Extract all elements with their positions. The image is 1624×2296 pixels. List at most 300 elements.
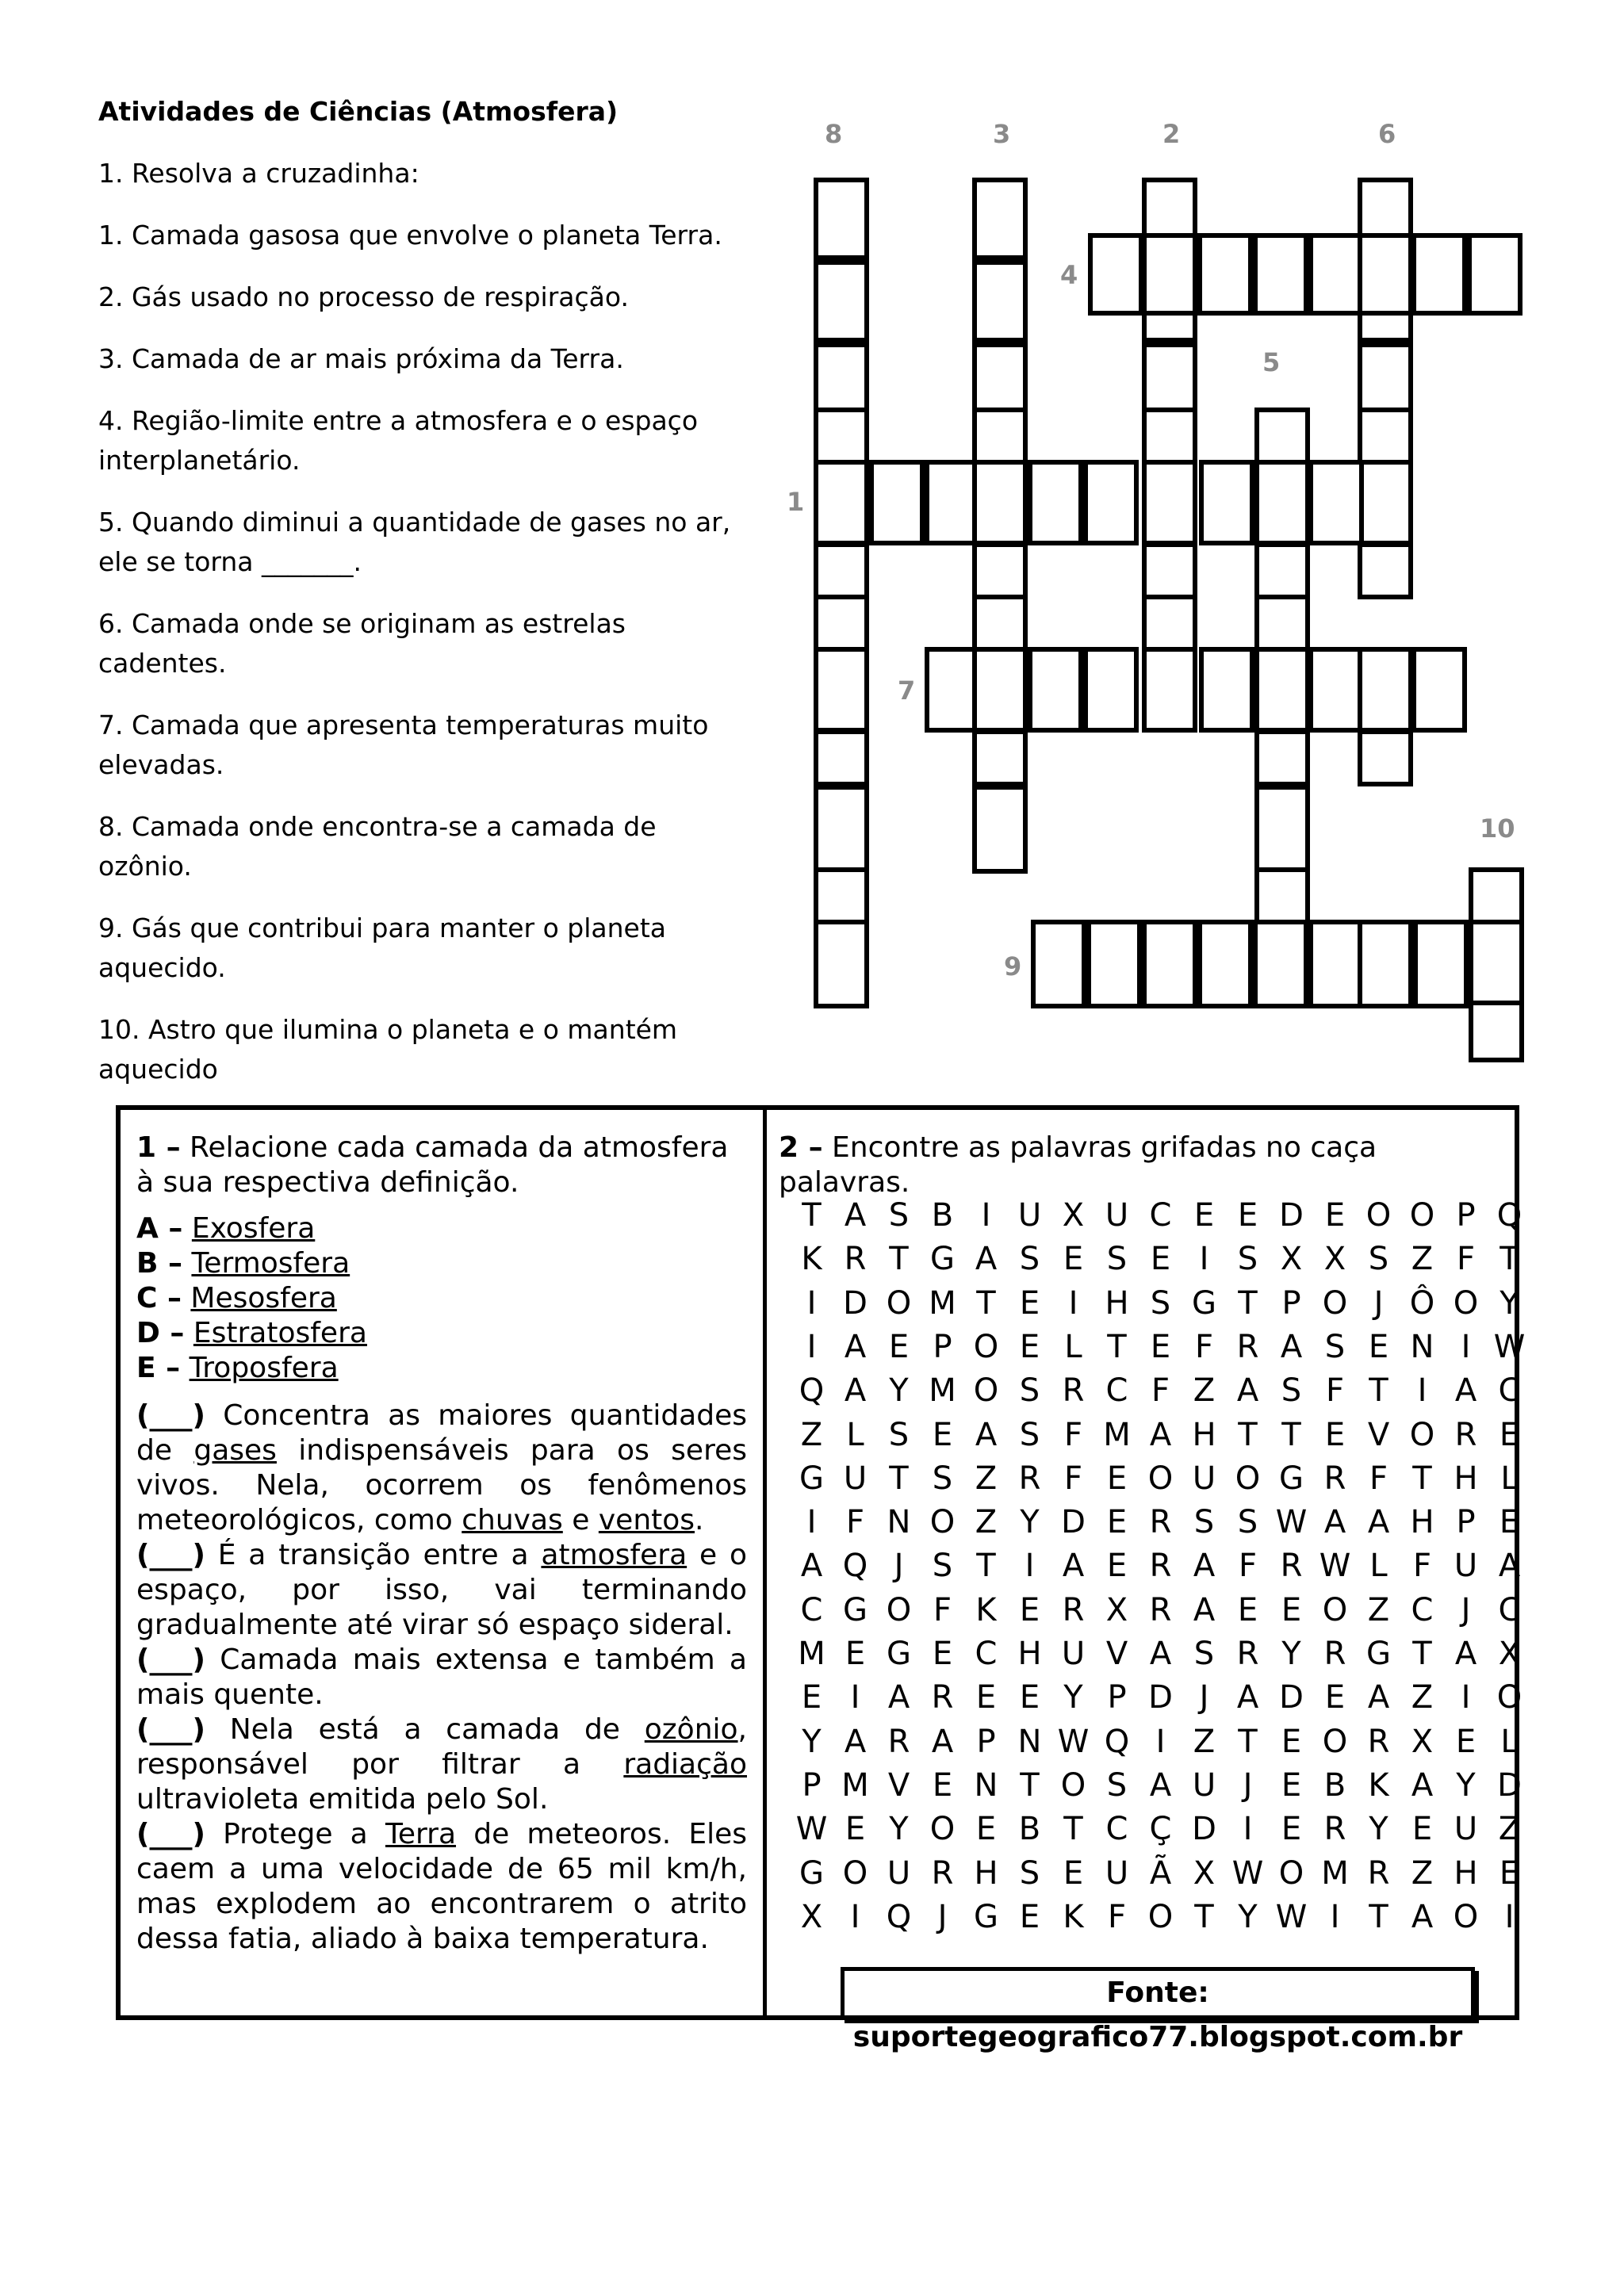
word-search-letter[interactable]: S [1019, 1416, 1040, 1453]
crossword-cell[interactable] [1142, 920, 1197, 1008]
word-search-letter[interactable]: A [1411, 1898, 1434, 1935]
word-search-letter[interactable]: E [1019, 1284, 1040, 1322]
word-search-letter[interactable]: G [887, 1636, 911, 1672]
crossword-cell[interactable] [814, 595, 869, 652]
word-search-letter[interactable]: E [1150, 1241, 1171, 1278]
crossword-cell[interactable] [1358, 233, 1413, 316]
word-search-letter[interactable]: S [888, 1197, 910, 1234]
word-search-letter[interactable]: I [1068, 1284, 1078, 1322]
crossword-cell[interactable] [814, 542, 869, 599]
crossword-cell[interactable] [1028, 460, 1083, 545]
word-search-letter[interactable]: A [1367, 1504, 1390, 1541]
word-search-letter[interactable]: S [1193, 1504, 1215, 1541]
crossword-cell[interactable] [869, 460, 925, 545]
word-search-letter[interactable]: M [1103, 1416, 1131, 1453]
crossword-cell[interactable] [1199, 460, 1254, 545]
crossword-cell[interactable] [1308, 233, 1364, 316]
crossword-cell[interactable] [1254, 647, 1310, 733]
word-search-letter[interactable]: R [1062, 1591, 1085, 1628]
word-search-letter[interactable]: A [975, 1416, 998, 1453]
word-search-letter[interactable]: Q [799, 1372, 825, 1410]
word-search-letter[interactable]: I [806, 1284, 817, 1322]
word-search-letter[interactable]: I [1330, 1898, 1340, 1935]
word-search-letter[interactable]: E [1324, 1679, 1346, 1716]
crossword-cell[interactable] [1088, 233, 1143, 316]
word-search-letter[interactable]: G [1366, 1636, 1391, 1672]
word-search-letter[interactable]: C [1498, 1372, 1521, 1410]
crossword-cell[interactable] [1142, 460, 1197, 545]
word-search-letter[interactable]: A [844, 1723, 867, 1760]
word-search-letter[interactable]: C [1105, 1372, 1128, 1410]
word-search-letter[interactable]: A [1149, 1636, 1172, 1672]
word-search-letter[interactable]: S [1193, 1636, 1215, 1672]
word-search-letter[interactable]: I [1417, 1372, 1427, 1410]
word-search-letter[interactable]: E [975, 1811, 997, 1848]
crossword-cell[interactable] [972, 408, 1028, 465]
word-search-letter[interactable]: D [1148, 1679, 1173, 1716]
word-search-letter[interactable]: A [1411, 1766, 1434, 1804]
word-search-letter[interactable]: O [1147, 1460, 1174, 1497]
word-search-letter[interactable]: T [1412, 1636, 1432, 1672]
word-search-letter[interactable]: S [1106, 1766, 1128, 1804]
word-search-letter[interactable]: M [841, 1766, 869, 1804]
word-search-letter[interactable]: T [889, 1241, 909, 1278]
crossword-cell[interactable] [972, 542, 1028, 599]
word-search-letter[interactable]: V [887, 1766, 910, 1804]
word-search-letter[interactable]: F [1063, 1460, 1082, 1497]
word-search-letter[interactable]: T [1281, 1416, 1301, 1453]
word-search-letter[interactable]: G [843, 1591, 868, 1628]
word-search-letter[interactable]: F [1238, 1548, 1257, 1585]
word-search-letter[interactable]: E [845, 1636, 866, 1672]
word-search-letter[interactable]: G [974, 1898, 998, 1935]
word-search-letter[interactable]: G [1192, 1284, 1216, 1322]
word-search-letter[interactable]: R [1149, 1548, 1172, 1585]
word-search-letter[interactable]: A [1149, 1766, 1172, 1804]
word-search-letter[interactable]: Y [1500, 1284, 1519, 1322]
word-search-letter[interactable]: T [1063, 1811, 1083, 1848]
word-search-letter[interactable]: F [1063, 1416, 1082, 1453]
word-search-letter[interactable]: S [1019, 1854, 1040, 1892]
word-search-letter[interactable]: C [975, 1636, 998, 1672]
word-search-letter[interactable]: T [889, 1460, 909, 1497]
word-search-letter[interactable]: Q [1104, 1723, 1130, 1760]
word-search-letter[interactable]: T [1500, 1241, 1519, 1278]
word-search-letter[interactable]: S [1019, 1372, 1040, 1410]
word-search-letter[interactable]: E [1281, 1723, 1302, 1760]
word-search-letter[interactable]: X [1193, 1854, 1216, 1892]
word-search-letter[interactable]: R [1323, 1811, 1346, 1848]
word-search-letter[interactable]: Y [1369, 1811, 1388, 1848]
word-search-letter[interactable]: N [1410, 1328, 1434, 1365]
word-search-letter[interactable]: J [1199, 1679, 1209, 1716]
word-search-letter[interactable]: U [1017, 1197, 1042, 1234]
word-search-letter[interactable]: P [933, 1328, 952, 1365]
word-search-letter[interactable]: K [1063, 1898, 1084, 1935]
word-search-letter[interactable]: Z [1367, 1591, 1390, 1628]
word-search-letter[interactable]: T [802, 1197, 822, 1234]
word-search-letter[interactable]: O [973, 1372, 999, 1410]
word-search-letter[interactable]: Y [889, 1811, 909, 1848]
word-search-letter[interactable]: I [850, 1898, 860, 1935]
word-search-letter[interactable]: E [1106, 1460, 1128, 1497]
word-search-letter[interactable]: R [1018, 1460, 1041, 1497]
word-search-letter[interactable]: V [1105, 1636, 1128, 1672]
word-search-letter[interactable]: Ô [1409, 1284, 1435, 1322]
crossword-cell[interactable] [814, 460, 869, 545]
word-search-letter[interactable]: E [1193, 1197, 1215, 1234]
word-search-letter[interactable]: Q [1496, 1197, 1522, 1234]
word-search-letter[interactable]: E [1237, 1197, 1258, 1234]
word-search-letter[interactable]: O [1278, 1854, 1304, 1892]
crossword-cell[interactable] [1358, 408, 1413, 465]
word-search-letter[interactable]: Y [1238, 1898, 1258, 1935]
crossword-cell[interactable] [1142, 595, 1197, 652]
word-search-letter[interactable]: S [1324, 1328, 1346, 1365]
word-search-letter[interactable]: E [1106, 1548, 1128, 1585]
word-search-letter[interactable]: E [932, 1766, 953, 1804]
word-search-letter[interactable]: R [1149, 1591, 1172, 1628]
word-search-letter[interactable]: F [1456, 1241, 1475, 1278]
word-search-letter[interactable]: L [1064, 1328, 1082, 1365]
crossword-cell[interactable] [1469, 920, 1524, 1008]
crossword-cell[interactable] [1254, 542, 1310, 599]
word-search-letter[interactable]: X [1280, 1241, 1303, 1278]
word-search-letter[interactable]: I [1461, 1679, 1471, 1716]
word-search-letter[interactable]: D [843, 1284, 868, 1322]
crossword-cell[interactable] [1308, 460, 1364, 545]
word-search-letter[interactable]: S [1019, 1241, 1040, 1278]
word-search-letter[interactable]: B [931, 1197, 954, 1234]
crossword-cell[interactable] [1308, 920, 1364, 1008]
word-search-letter[interactable]: J [1373, 1284, 1384, 1322]
word-search-letter[interactable]: M [798, 1636, 825, 1672]
word-search-letter[interactable]: C [800, 1591, 823, 1628]
word-search-letter[interactable]: E [1019, 1679, 1040, 1716]
crossword-cell[interactable] [1254, 595, 1310, 652]
word-search-letter[interactable]: H [1105, 1284, 1129, 1322]
word-search-letter[interactable]: Y [1020, 1504, 1040, 1541]
word-search-letter[interactable]: O [1409, 1197, 1435, 1234]
word-search-letter[interactable]: U [843, 1460, 868, 1497]
word-search-letter[interactable]: A [1323, 1504, 1346, 1541]
crossword-cell[interactable] [1358, 647, 1413, 733]
word-search-letter[interactable]: O [842, 1854, 868, 1892]
word-search-letter[interactable]: O [1235, 1460, 1261, 1497]
word-search-letter[interactable]: C [1498, 1591, 1521, 1628]
word-search-letter[interactable]: J [937, 1898, 948, 1935]
crossword-cell[interactable] [1469, 867, 1524, 924]
word-search-letter[interactable]: S [932, 1460, 953, 1497]
word-search-letter[interactable]: Z [1411, 1679, 1434, 1716]
crossword-cell[interactable] [972, 647, 1028, 733]
word-search-letter[interactable]: Ç [1149, 1811, 1172, 1848]
word-search-letter[interactable]: F [1412, 1548, 1431, 1585]
word-search-letter[interactable]: E [932, 1416, 953, 1453]
word-search-letter[interactable]: X [800, 1898, 823, 1935]
word-search-letter[interactable]: F [1369, 1460, 1388, 1497]
word-search-letter[interactable]: G [799, 1460, 824, 1497]
word-search-letter[interactable]: W [1057, 1723, 1090, 1760]
word-search-letter[interactable]: D [1497, 1766, 1522, 1804]
crossword-cell[interactable] [1411, 647, 1467, 733]
word-search-letter[interactable]: U [1192, 1766, 1216, 1804]
word-search-letter[interactable]: T [1020, 1766, 1040, 1804]
word-search-letter[interactable]: A [1498, 1548, 1521, 1585]
crossword-cell[interactable] [972, 595, 1028, 652]
word-search-letter[interactable]: R [1454, 1416, 1477, 1453]
word-search-letter[interactable]: J [1461, 1591, 1471, 1628]
word-search-letter[interactable]: E [975, 1679, 997, 1716]
word-search-letter[interactable]: Z [975, 1460, 998, 1497]
word-search-letter[interactable]: A [1193, 1548, 1216, 1585]
word-search-letter[interactable]: A [887, 1679, 910, 1716]
word-search-letter[interactable]: O [1147, 1898, 1174, 1935]
word-search-letter[interactable]: U [1454, 1811, 1478, 1848]
crossword-cell[interactable] [1254, 785, 1310, 874]
crossword-cell[interactable] [814, 729, 869, 786]
word-search-letter[interactable]: E [1019, 1328, 1040, 1365]
word-search-letter[interactable]: U [1061, 1636, 1086, 1672]
crossword-cell[interactable] [1142, 408, 1197, 465]
word-search-letter[interactable]: P [1456, 1504, 1476, 1541]
word-search-letter[interactable]: A [800, 1548, 823, 1585]
crossword-cell[interactable] [1358, 460, 1413, 545]
crossword-cell[interactable] [1254, 460, 1310, 545]
word-search-letter[interactable]: E [1368, 1328, 1389, 1365]
word-search-letter[interactable]: T [976, 1548, 996, 1585]
word-search-letter[interactable]: K [1368, 1766, 1389, 1804]
word-search-letter[interactable]: S [1281, 1372, 1302, 1410]
word-search-letter[interactable]: B [1018, 1811, 1041, 1848]
word-search-letter[interactable]: T [976, 1284, 996, 1322]
word-search-letter[interactable]: E [1455, 1723, 1477, 1760]
word-search-letter[interactable]: T [1194, 1898, 1214, 1935]
word-search-letter[interactable]: O [973, 1328, 999, 1365]
word-search-letter[interactable]: R [1149, 1504, 1172, 1541]
word-search-letter[interactable]: T [1107, 1328, 1127, 1365]
word-search-letter[interactable]: C [1105, 1811, 1128, 1848]
word-search-letter[interactable]: Ã [1149, 1854, 1172, 1892]
word-search-letter[interactable]: A [844, 1197, 867, 1234]
word-search-letter[interactable]: A [1454, 1636, 1477, 1672]
word-search-letter[interactable]: U [1454, 1548, 1478, 1585]
word-search-letter[interactable]: P [1281, 1284, 1301, 1322]
word-search-letter[interactable]: I [1461, 1328, 1471, 1365]
word-search-letter[interactable]: E [801, 1679, 822, 1716]
word-search-letter[interactable]: O [886, 1591, 912, 1628]
word-search-letter[interactable]: E [845, 1811, 866, 1848]
word-search-letter[interactable]: O [1409, 1416, 1435, 1453]
word-search-letter[interactable]: E [1411, 1811, 1433, 1848]
crossword-cell[interactable] [1083, 647, 1139, 733]
word-search-letter[interactable]: E [1499, 1416, 1520, 1453]
crossword-cell[interactable] [814, 867, 869, 924]
word-search-letter[interactable]: G [799, 1854, 824, 1892]
crossword-cell[interactable] [972, 260, 1028, 342]
word-search-letter[interactable]: H [1454, 1854, 1478, 1892]
word-search-letter[interactable]: W [1231, 1854, 1264, 1892]
word-search-letter[interactable]: H [1017, 1636, 1042, 1672]
word-search-letter[interactable]: N [1017, 1723, 1042, 1760]
word-search-letter[interactable]: R [887, 1723, 910, 1760]
word-search-letter[interactable]: A [1367, 1679, 1390, 1716]
word-search-letter[interactable]: I [1155, 1723, 1166, 1760]
word-search-letter[interactable]: Z [1193, 1723, 1216, 1760]
word-search-letter[interactable]: U [1105, 1197, 1129, 1234]
word-search-letter[interactable]: O [1365, 1197, 1392, 1234]
word-search-letter[interactable]: X [1323, 1241, 1346, 1278]
word-search-letter[interactable]: N [887, 1504, 911, 1541]
word-search-letter[interactable]: I [1199, 1241, 1209, 1278]
word-search-letter[interactable]: Q [886, 1898, 912, 1935]
word-search-letter[interactable]: H [1192, 1416, 1216, 1453]
word-search-letter[interactable]: S [888, 1416, 910, 1453]
word-search-letter[interactable]: E [1063, 1241, 1084, 1278]
word-search-letter[interactable]: L [1369, 1548, 1388, 1585]
crossword-cell[interactable] [1083, 460, 1139, 545]
word-search-letter[interactable]: H [974, 1854, 998, 1892]
word-search-letter[interactable]: F [1325, 1372, 1344, 1410]
word-search-letter[interactable]: W [1275, 1504, 1308, 1541]
word-search-letter[interactable]: H [1410, 1504, 1434, 1541]
crossword-cell[interactable] [814, 260, 869, 342]
word-search-letter[interactable]: T [1238, 1284, 1258, 1322]
crossword-cell[interactable] [1086, 920, 1142, 1008]
word-search-letter[interactable]: B [1323, 1766, 1346, 1804]
word-search-letter[interactable]: G [930, 1241, 955, 1278]
word-search-letter[interactable]: E [1324, 1416, 1346, 1453]
word-search-letter[interactable]: T [1412, 1460, 1432, 1497]
word-search-letter[interactable]: O [1453, 1898, 1479, 1935]
word-search-letter[interactable]: S [1237, 1241, 1258, 1278]
word-search-letter[interactable]: N [974, 1766, 998, 1804]
word-search-letter[interactable]: W [795, 1811, 828, 1848]
word-search-letter[interactable]: A [1280, 1328, 1303, 1365]
word-search-letter[interactable]: A [1149, 1416, 1172, 1453]
crossword-cell[interactable] [1253, 920, 1308, 1008]
word-search-letter[interactable]: Z [800, 1416, 823, 1453]
word-search-letter[interactable]: I [981, 1197, 991, 1234]
crossword-cell[interactable] [972, 178, 1028, 260]
word-search-letter[interactable]: F [1107, 1898, 1126, 1935]
word-search-letter[interactable]: Z [975, 1504, 998, 1541]
crossword-cell[interactable] [1413, 920, 1469, 1008]
word-search-letter[interactable]: R [1062, 1372, 1085, 1410]
word-search-letter[interactable]: O [1496, 1679, 1522, 1716]
word-search-letter[interactable]: Y [1063, 1679, 1083, 1716]
word-search-letter[interactable]: A [844, 1328, 867, 1365]
word-search-letter[interactable]: S [1150, 1284, 1171, 1322]
word-search-letter[interactable]: O [1322, 1723, 1348, 1760]
word-search-letter[interactable]: S [1368, 1241, 1389, 1278]
word-search-letter[interactable]: P [1456, 1197, 1476, 1234]
crossword-cell[interactable] [972, 460, 1028, 545]
word-search-letter[interactable]: R [931, 1854, 954, 1892]
word-search-letter[interactable]: F [933, 1591, 952, 1628]
word-search-letter[interactable]: K [975, 1591, 997, 1628]
crossword-cell[interactable] [1142, 542, 1197, 599]
word-search-letter[interactable]: O [886, 1284, 912, 1322]
word-search-letter[interactable]: J [894, 1548, 904, 1585]
word-search-letter[interactable]: O [1322, 1284, 1348, 1322]
word-search-letter[interactable]: H [1454, 1460, 1478, 1497]
word-search-letter[interactable]: E [1150, 1328, 1171, 1365]
word-search-letter[interactable]: F [845, 1504, 864, 1541]
word-search-letter[interactable]: T [1238, 1416, 1258, 1453]
crossword-cell[interactable] [1254, 729, 1310, 786]
word-search-letter[interactable]: D [1192, 1811, 1216, 1848]
word-search-letter[interactable]: O [929, 1811, 956, 1848]
word-search-letter[interactable]: O [929, 1504, 956, 1541]
crossword-cell[interactable] [1197, 920, 1253, 1008]
word-search-letter[interactable]: U [1192, 1460, 1216, 1497]
crossword-cell[interactable] [1358, 729, 1413, 786]
crossword-cell[interactable] [972, 785, 1028, 874]
word-search-letter[interactable]: L [846, 1416, 864, 1453]
word-search-letter[interactable]: A [1454, 1372, 1477, 1410]
word-search-letter[interactable]: U [887, 1854, 911, 1892]
word-search-letter[interactable]: D [1279, 1679, 1304, 1716]
word-search-letter[interactable]: I [1243, 1811, 1253, 1848]
word-search-letter[interactable]: R [844, 1241, 867, 1278]
word-search-letter[interactable]: E [932, 1636, 953, 1672]
word-search-letter[interactable]: S [1106, 1241, 1128, 1278]
word-search-letter[interactable]: X [1105, 1591, 1128, 1628]
word-search-letter[interactable]: T [1369, 1372, 1388, 1410]
word-search-letter[interactable]: T [1238, 1723, 1258, 1760]
word-search-letter[interactable]: F [1151, 1372, 1170, 1410]
word-search-letter[interactable]: P [1107, 1679, 1127, 1716]
word-search-letter[interactable]: F [1194, 1328, 1213, 1365]
word-search-letter[interactable]: W [1319, 1548, 1351, 1585]
word-search-letter[interactable]: A [1236, 1372, 1259, 1410]
word-search-letter[interactable]: A [975, 1241, 998, 1278]
word-search-letter[interactable]: Z [1193, 1372, 1216, 1410]
crossword-cell[interactable] [1467, 233, 1522, 316]
word-search-letter[interactable]: W [1275, 1898, 1308, 1935]
crossword-cell[interactable] [1308, 647, 1364, 733]
crossword-cell[interactable] [814, 178, 869, 260]
word-search-letter[interactable]: S [932, 1548, 953, 1585]
word-search-letter[interactable]: X [1498, 1636, 1521, 1672]
word-search-letter[interactable]: P [976, 1723, 996, 1760]
word-search-letter[interactable]: D [1279, 1197, 1304, 1234]
crossword-cell[interactable] [1358, 542, 1413, 599]
word-search-letter[interactable]: R [1323, 1636, 1346, 1672]
crossword-cell[interactable] [814, 920, 869, 1008]
word-search-letter[interactable]: I [1025, 1548, 1035, 1585]
word-search-letter[interactable]: M [929, 1284, 956, 1322]
word-search-letter[interactable]: A [844, 1372, 867, 1410]
word-search-letter[interactable]: S [1237, 1504, 1258, 1541]
word-search-letter[interactable]: E [1063, 1854, 1084, 1892]
word-search-letter[interactable]: E [1499, 1854, 1520, 1892]
word-search-letter[interactable]: O [1322, 1591, 1348, 1628]
word-search-letter[interactable]: E [888, 1328, 910, 1365]
word-search-letter[interactable]: T [1369, 1898, 1388, 1935]
word-search-letter[interactable]: I [806, 1328, 817, 1365]
word-search-letter[interactable]: R [1236, 1636, 1259, 1672]
word-search-letter[interactable]: R [1280, 1548, 1303, 1585]
word-search-letter[interactable]: O [1453, 1284, 1479, 1322]
word-search-letter[interactable]: Y [889, 1372, 909, 1410]
word-search-letter[interactable]: K [801, 1241, 822, 1278]
word-search-letter[interactable]: U [1105, 1854, 1129, 1892]
word-search-letter[interactable]: Z [1498, 1811, 1521, 1848]
crossword-cell[interactable] [1253, 233, 1308, 316]
word-search-letter[interactable]: V [1367, 1416, 1390, 1453]
